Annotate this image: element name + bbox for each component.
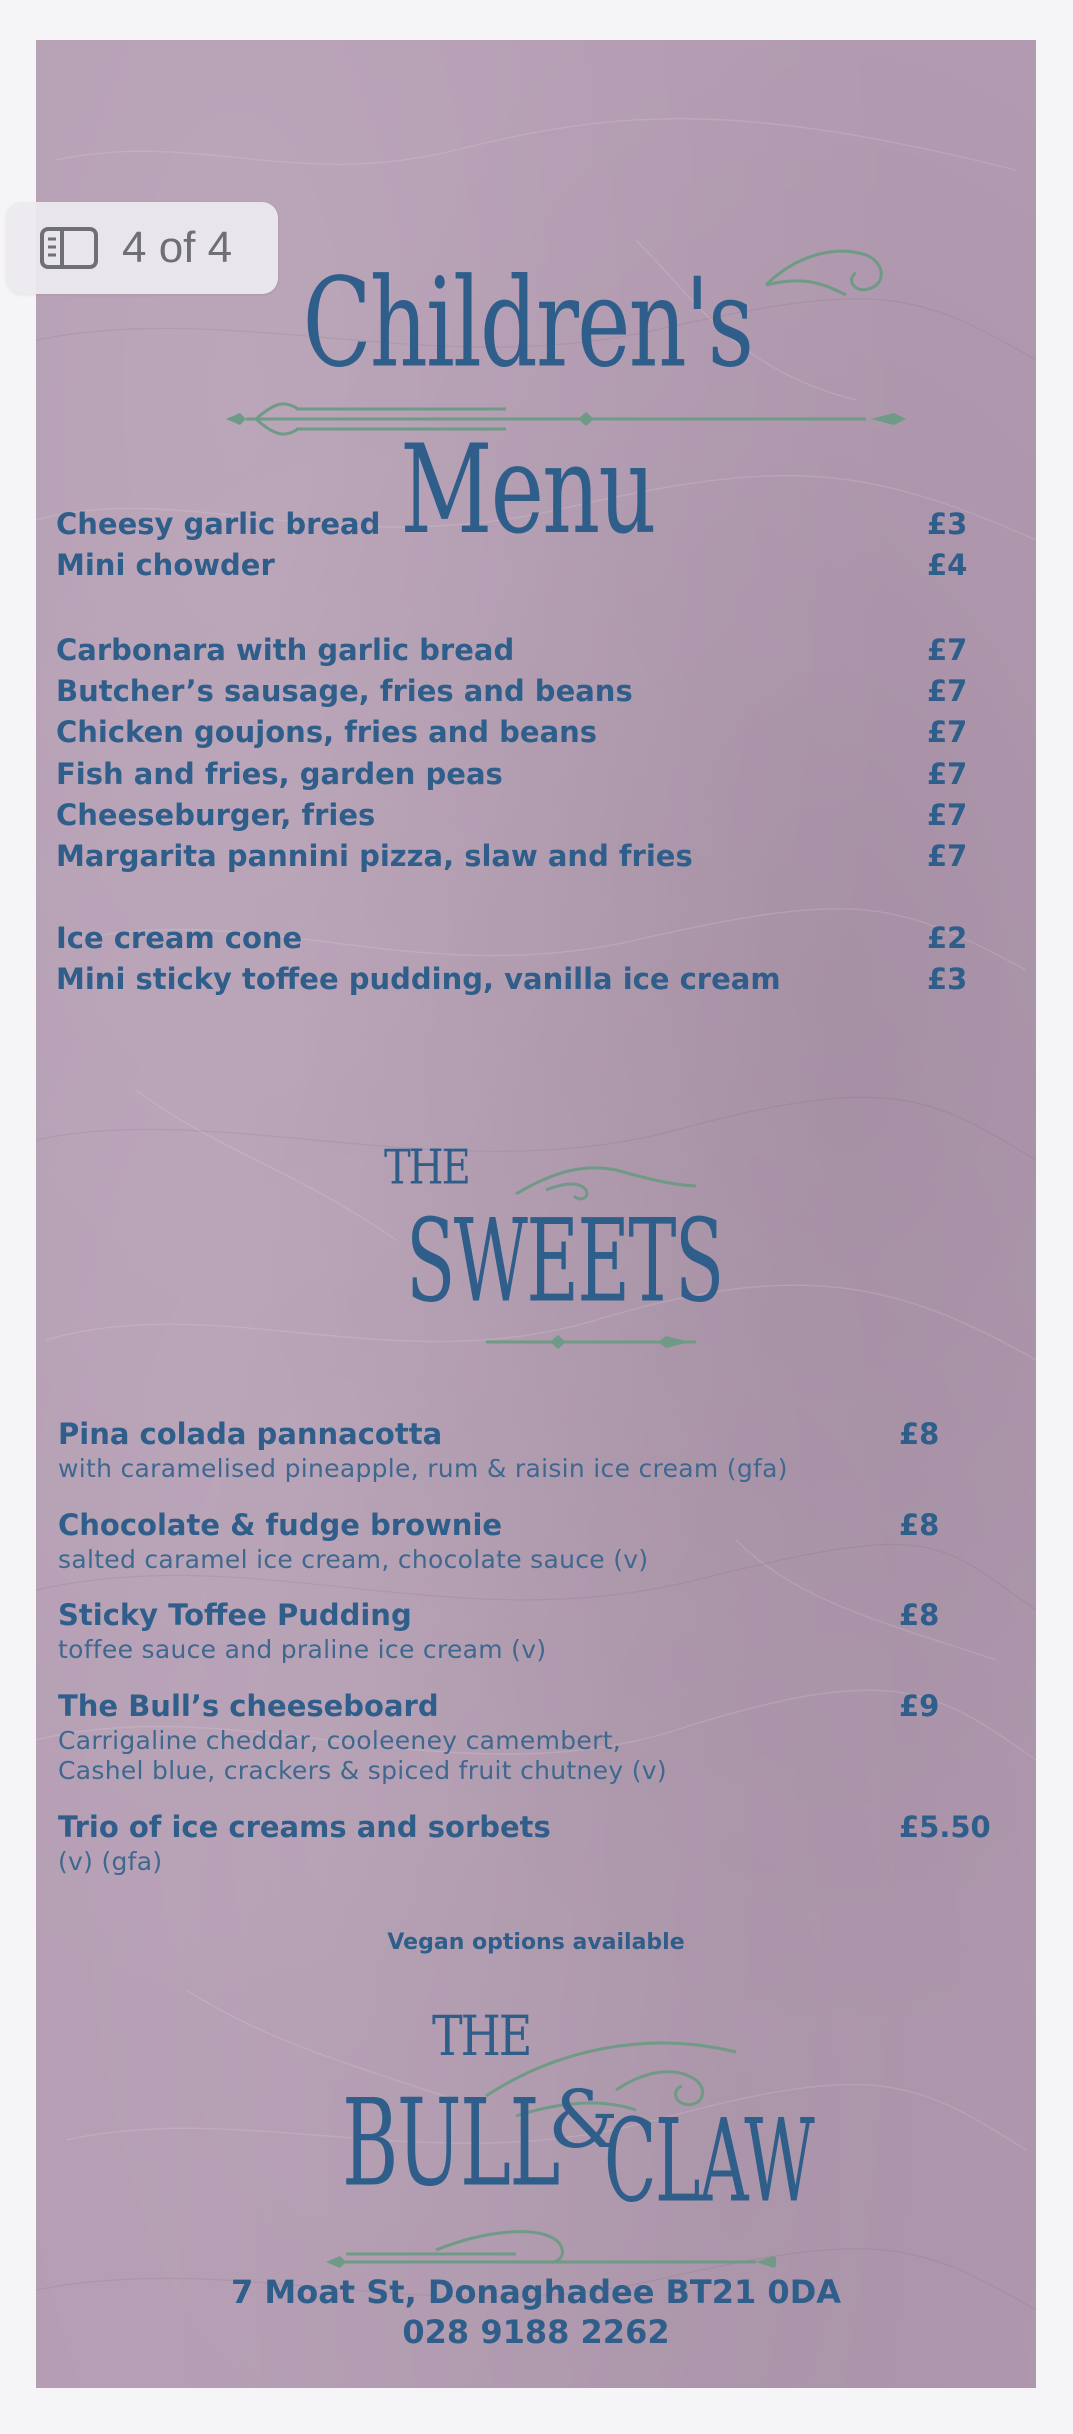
kids-menu-item-price: £7 [927,797,968,832]
sweets-item-name: Chocolate & fudge brownie [58,1508,503,1542]
kids-menu-item-price: £7 [927,633,968,667]
sweets-item-name: The Bull’s cheeseboard [58,1689,439,1723]
kids-menu-item-price: £2 [927,921,968,955]
logo-claw: CLAW [604,2093,814,2228]
sweets-item-name: Trio of ice creams and sorbets [58,1810,551,1844]
sweets-item-description: with caramelised pineapple, rum & raisin ice cream (gfa) [58,1454,788,1483]
kids-menu-item-name: Butcher’s sausage, fries and beans [56,674,633,709]
sweets-item-price: £8 [899,1508,940,1542]
sweets-item-price: £9 [899,1689,940,1723]
sweets-item-description: Carrigaline cheddar, cooleeney camembert, [58,1726,622,1755]
kids-menu-item-name: Cheeseburger, fries [56,797,376,832]
sweets-title-small: THE [384,1140,469,1196]
page-counter-text: 4 of 4 [122,223,233,272]
kids-menu-item-price: £7 [927,839,968,873]
menu-page [36,40,1036,2388]
sweets-item-price: £5.50 [899,1810,991,1844]
kids-menu-item-price: £4 [927,548,968,583]
sweets-item-name: Pina colada pannacotta [58,1417,443,1451]
page-counter[interactable] [6,202,278,294]
kids-menu-item-name: Mini chowder [56,548,275,583]
kids-menu-item-price: £3 [927,962,968,997]
sweets-item-name: Sticky Toffee Pudding [58,1598,412,1632]
vegan-note: Vegan options available [387,1930,685,1955]
kids-menu-item-price: £7 [927,674,968,709]
logo-bull: BULL [342,2073,559,2213]
kids-menu-item-price: £3 [927,507,968,541]
kids-menu-item-name: Ice cream cone [56,921,303,955]
address: 7 Moat St, Donaghadee BT21 0DA [230,2273,842,2311]
kids-menu-item-name: Fish and fries, garden peas [56,756,503,791]
sweets-item-description: toffee sauce and praline ice cream (v) [58,1635,547,1664]
childrens-menu-title: Children's Menu [302,251,753,562]
kids-menu-item-name: Chicken goujons, fries and beans [56,715,598,750]
sweets-item-description: Cashel blue, crackers & spiced fruit chutney (v) [58,1756,667,1785]
logo-the: THE [432,2003,531,2068]
kids-menu-item-price: £7 [927,715,968,750]
kids-menu-item-name: Cheesy garlic bread [56,507,381,541]
sweets-item-description: (v) (gfa) [58,1847,163,1876]
sweets-title: SWEETS [406,1193,723,1328]
kids-menu-item-price: £7 [927,756,968,791]
kids-menu-item-name: Margarita pannini pizza, slaw and fries [56,839,693,873]
kids-menu-item-name: Mini sticky toffee pudding, vanilla ice cream [56,962,781,997]
sweets-item-price: £8 [899,1598,940,1632]
sweets-item-description: salted caramel ice cream, chocolate sauce (v) [58,1545,649,1574]
sweets-item-price: £8 [899,1417,940,1451]
kids-menu-item-name: Carbonara with garlic bread [56,633,515,667]
sidebar-icon [40,227,98,269]
phone-number: 028 9188 2262 [402,2313,670,2351]
logo-ampersand: & [548,2073,618,2166]
